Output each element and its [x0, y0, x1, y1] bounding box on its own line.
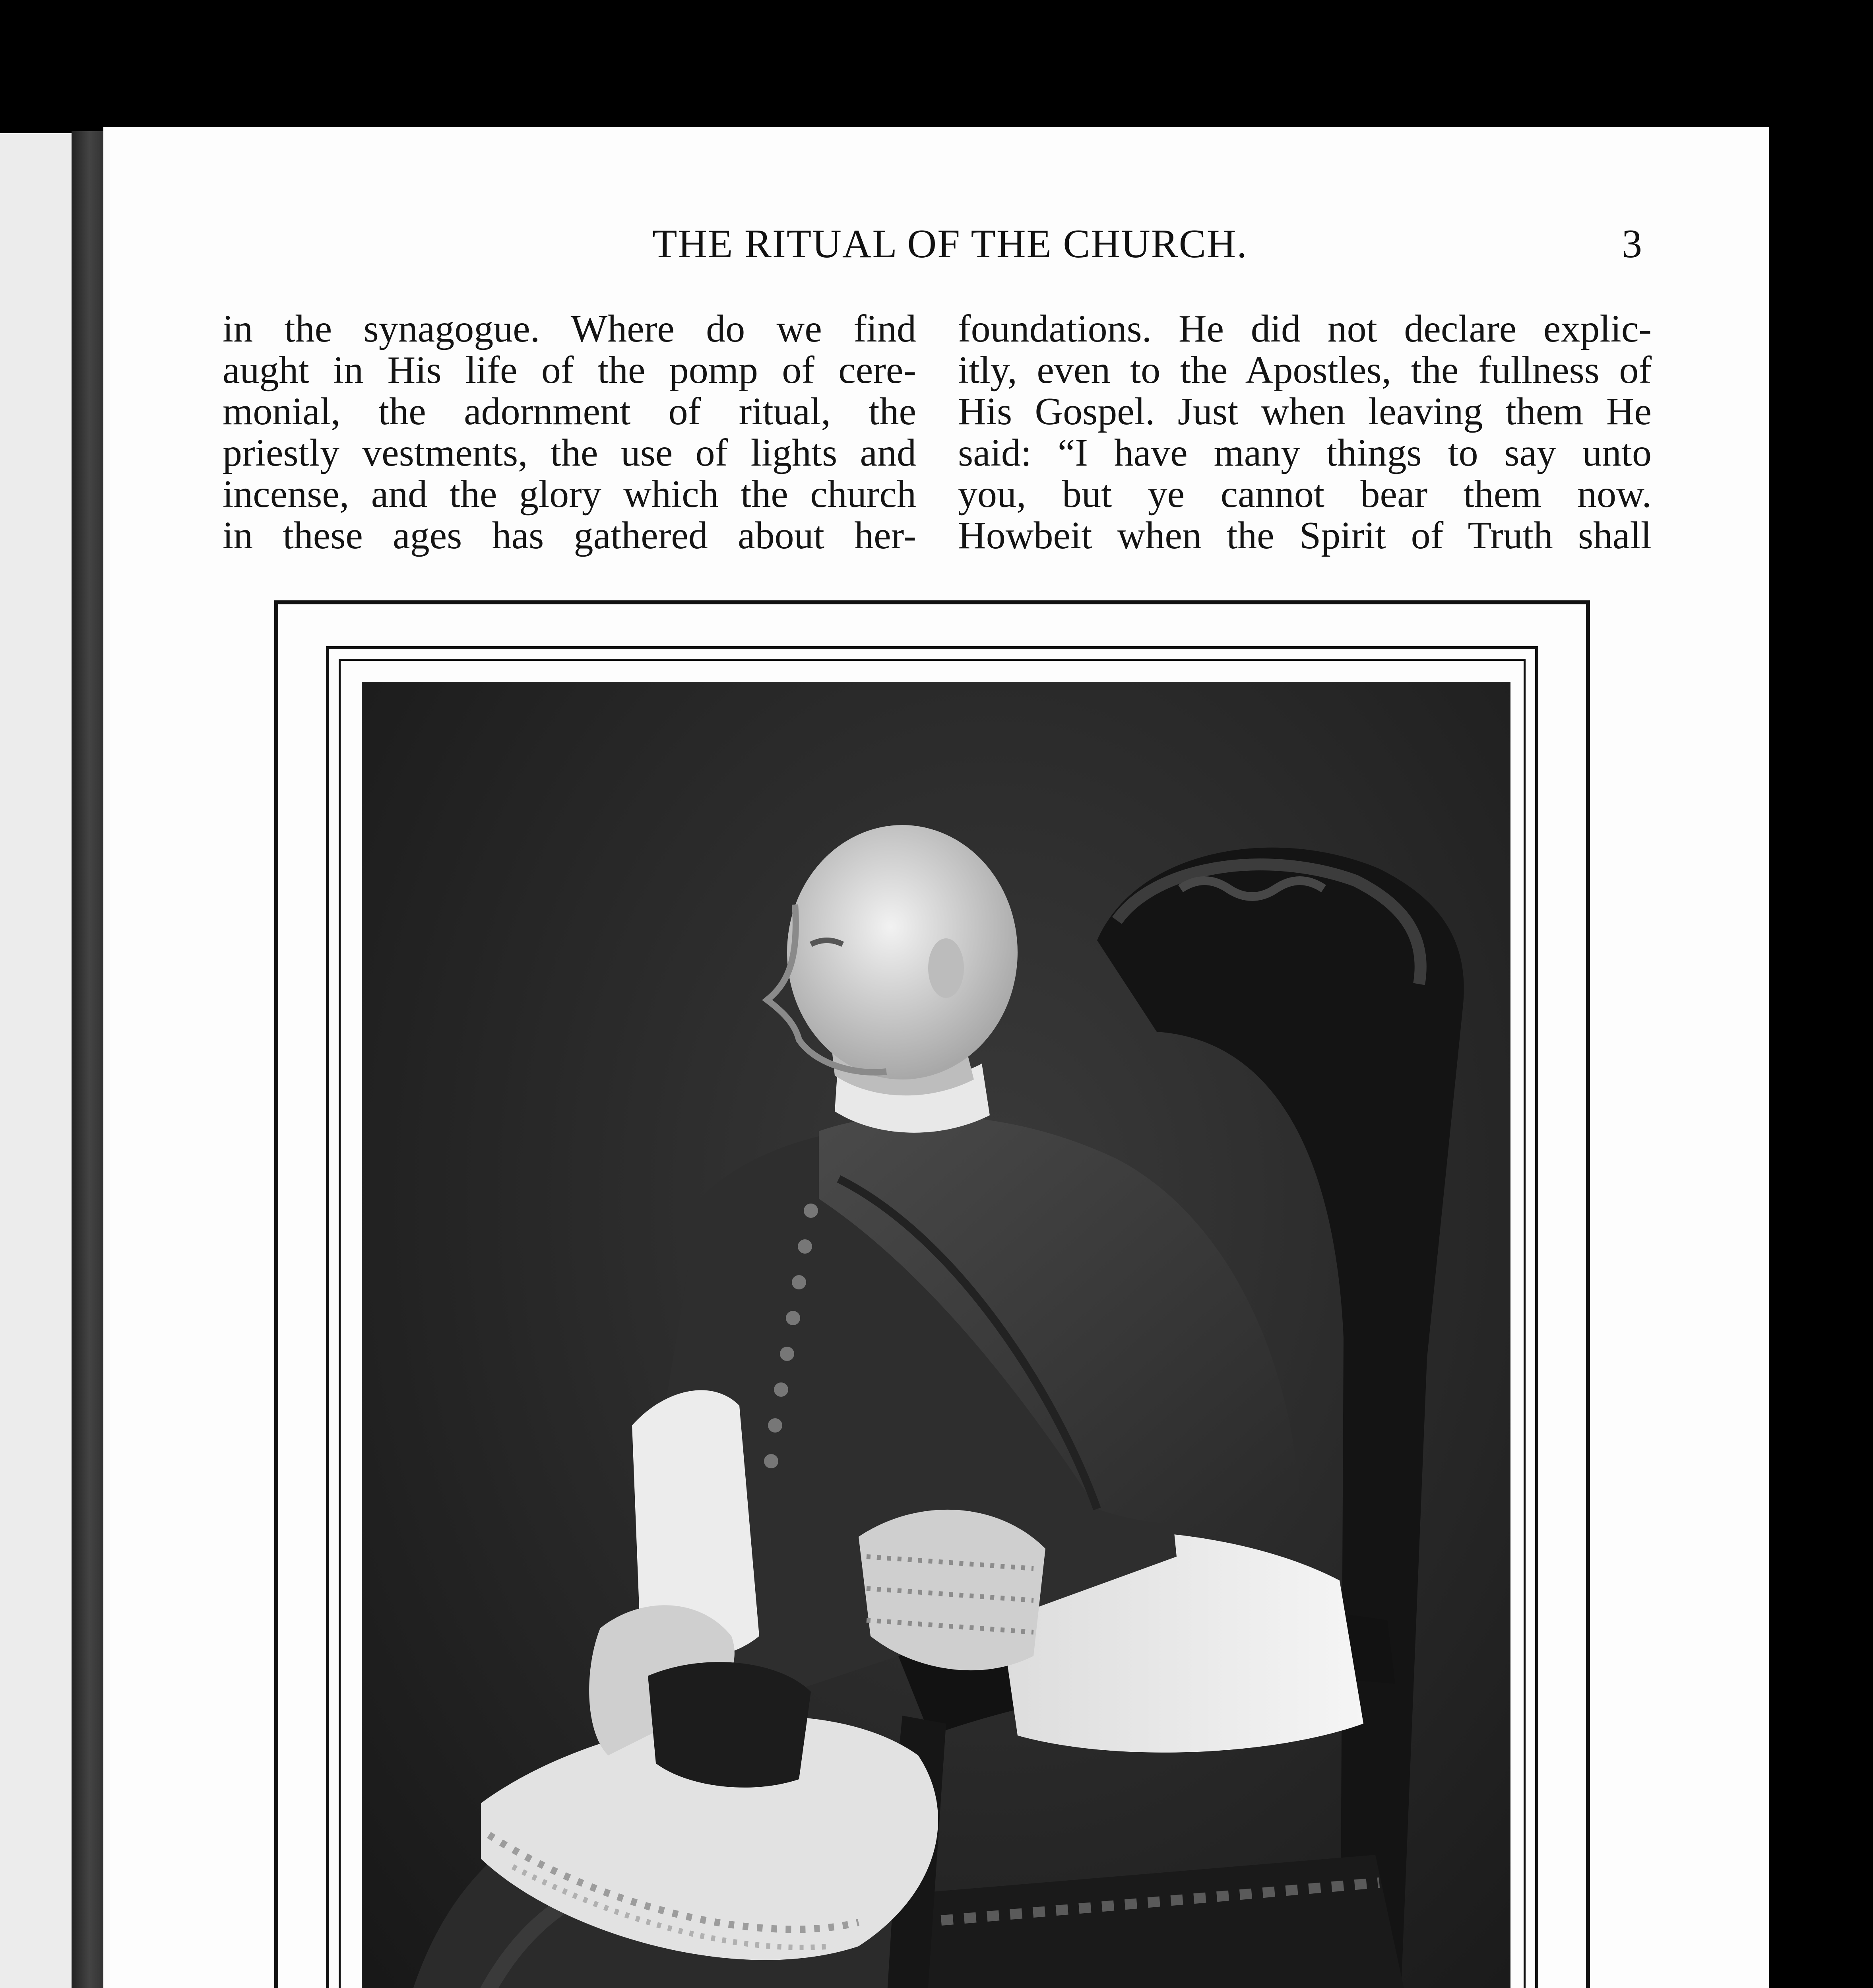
- text-line: Howbeit when the Spirit of Truth shall: [958, 514, 1652, 557]
- text-line: incense, and the glory which the church: [223, 473, 916, 516]
- text-line: you, but ye cannot bear them now.: [958, 473, 1652, 516]
- text-line: in these ages has gathered about her-: [223, 514, 916, 557]
- text-line: in the synagogue. Where do we find: [223, 307, 916, 350]
- text-line: foundations. He did not declare explic-: [958, 307, 1652, 350]
- text-line: monial, the adornment of ritual, the: [223, 390, 916, 433]
- page-number: 3: [1622, 221, 1642, 266]
- text-line: said: “I have many things to say unto: [958, 431, 1652, 474]
- text-line: priestly vestments, the use of lights and: [223, 431, 916, 474]
- running-title: THE RITUAL OF THE CHURCH.: [652, 221, 1248, 266]
- facing-page-edge: [0, 133, 72, 1988]
- text-line: aught in His life of the pomp of cere-: [223, 349, 916, 392]
- bishop-portrait-photo: [362, 682, 1510, 1988]
- text-column-top-right: [958, 308, 1652, 556]
- photo-frame: [274, 600, 1590, 1988]
- text-line: itly, even to the Apostles, the fullness of: [958, 349, 1652, 392]
- text-line: His Gospel. Just when leaving them He: [958, 390, 1652, 433]
- text-column-top-left: [223, 308, 916, 556]
